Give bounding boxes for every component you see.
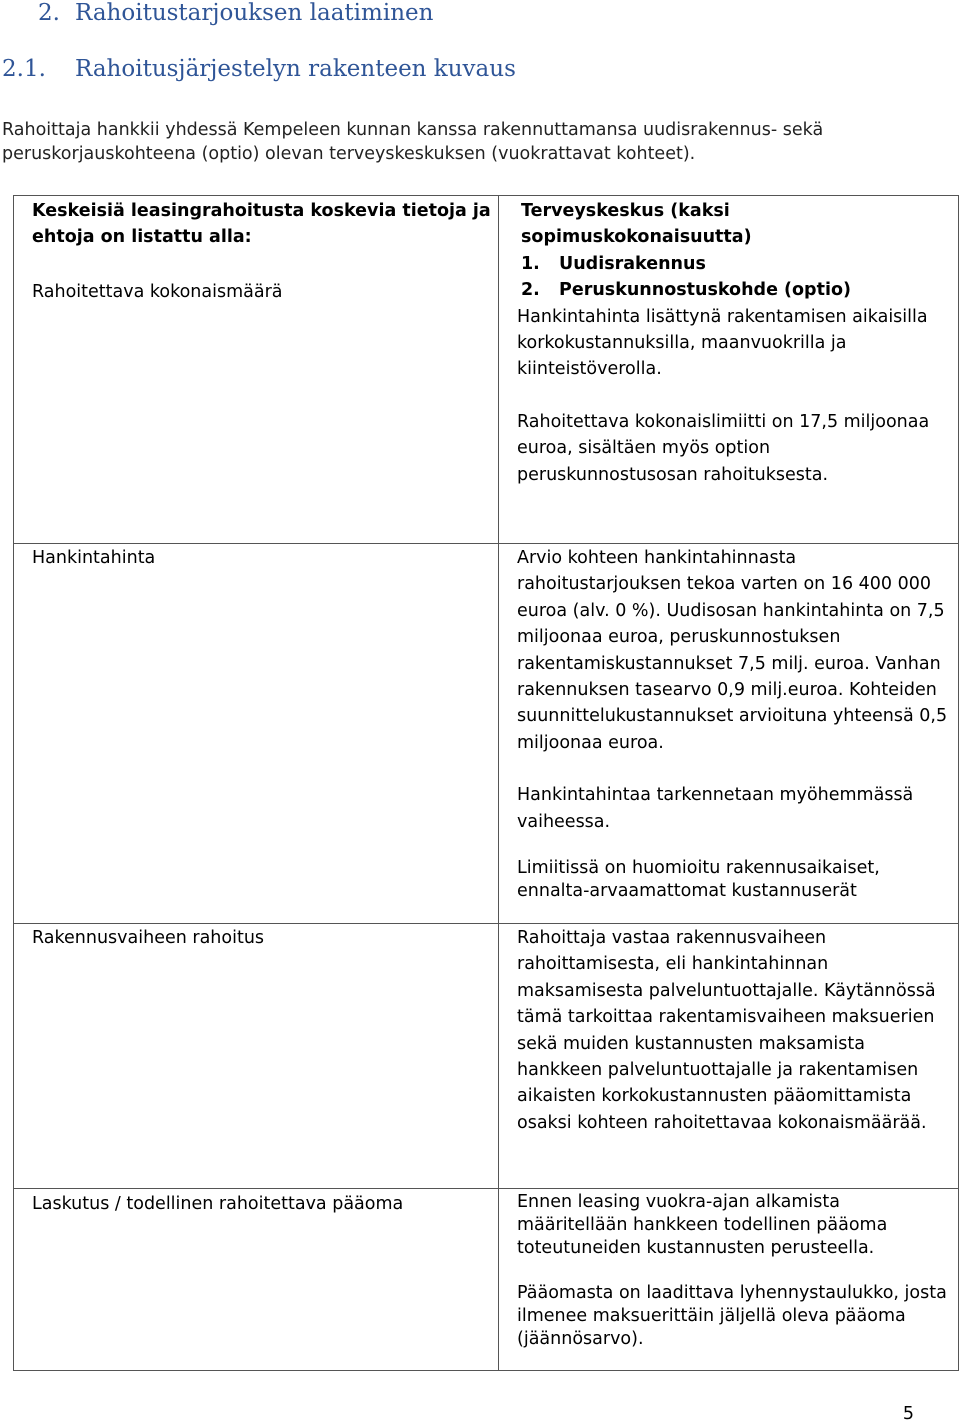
row-label-invoicing: Laskutus / todellinen rahoitettava pääoma — [32, 1194, 404, 1214]
health-center-heading: Terveyskeskus (kaksi sopimuskokonaisuutta) — [521, 201, 752, 248]
purchase-price-estimate: Arvio kohteen hankintahinnasta rahoitustarjouksen tekoa varten on 16 400 000 euroa (alv. 0 %). Uudisosan hankintahinta on 7,5 miljoonaa euroa, peruskunnostuksen rakentamiskustannukset 7,5 milj. euroa. Vanhan rakennuksen tasearvo 0,9 milj.euroa. Kohteiden suunnittelukustannukset arvioituna yhteensä 0,5 miljoonaa euroa. — [517, 548, 948, 753]
table-cell-right — [499, 1189, 959, 1371]
amortization-text: Pääomasta on laadittava lyhennystaulukko, josta ilmenee maksuerittäin jäljellä oleva pääoma (jäännösarvo). — [517, 1283, 947, 1349]
total-limit-text: Rahoitettava kokonaislimiitti on 17,5 miljoonaa euroa, sisältäen myös option peruskunnostusosan rahoituksesta. — [517, 411, 930, 485]
limit-note: Limiitissä on huomioitu rakennusaikaiset, ennalta-arvaamattomat kustannuserät — [517, 858, 880, 902]
subsection-title: Rahoitusjärjestelyn rakenteen kuvaus — [75, 56, 516, 82]
intro-line-2: peruskorjauskohteena (optio) olevan terveyskeskuksen (vuokrattavat kohteet). — [2, 144, 696, 164]
table-cell-right — [499, 196, 959, 544]
total-amount-description: Hankintahinta lisättynä rakentamisen aikaisilla korkokustannuksilla, maanvuokrilla ja kiinteistöverolla. — [517, 306, 928, 380]
table-cell-left — [14, 1189, 499, 1371]
item-text: Uudisrakennus — [559, 253, 706, 274]
table-row — [14, 544, 959, 924]
invoicing-text: Ennen leasing vuokra-ajan alkamista määritellään hankkeen todellinen pääoma toteutuneiden kustannusten perusteella. — [517, 1192, 888, 1258]
numbered-item — [517, 251, 952, 277]
page-number: 5 — [902, 1404, 914, 1424]
row-label-construction-financing: Rakennusvaiheen rahoitus — [32, 928, 265, 948]
row-label-purchase-price: Hankintahinta — [32, 548, 156, 568]
construction-financing-text: Rahoittaja vastaa rakennusvaiheen rahoittamisesta, eli hankintahinnan maksamisesta palveluntuottajalle. Käytännössä tämä tarkoittaa rakentamisvaiheen maksuerien sekä muiden kustannusten maksamista hankkeen palveluntuottajalle ja rakentamisen aikaisten korkokustannusten pääomittamista osaksi kohteen rahoitettavaa kokonaismäärää. — [517, 928, 936, 1133]
section-title: Rahoitustarjouksen laatiminen — [75, 0, 434, 26]
section-number: 2. — [38, 0, 60, 26]
subsection-heading — [2, 56, 516, 82]
table-cell-right — [499, 924, 959, 1189]
item-text: Peruskunnostuskohde (optio) — [559, 280, 851, 301]
table-cell-left — [14, 544, 499, 924]
section-heading — [38, 0, 433, 26]
table-cell-left — [14, 196, 499, 544]
table-cell-left — [14, 924, 499, 1189]
subsection-number: 2.1. — [2, 56, 46, 82]
table-row — [14, 196, 959, 544]
table-row — [14, 1189, 959, 1371]
item-number: 2. — [521, 280, 540, 301]
table-cell-right — [499, 544, 959, 924]
intro-line-1: Rahoittaja hankkii yhdessä Kempeleen kunnan kanssa rakennuttamansa uudisrakennus- sekä — [2, 120, 824, 140]
terms-table — [13, 195, 959, 1371]
numbered-item — [517, 277, 952, 303]
item-number: 1. — [521, 253, 540, 274]
purchase-price-note: Hankintahintaa tarkennetaan myöhemmässä vaiheessa. — [517, 785, 914, 832]
table-row — [14, 924, 959, 1189]
row-label-total-amount: Rahoitettava kokonaismäärä — [32, 281, 283, 302]
intro-paragraph — [2, 118, 902, 166]
table-intro-heading: Keskeisiä leasingrahoitusta koskevia tietoja ja ehtoja on listattu alla: — [32, 201, 491, 248]
